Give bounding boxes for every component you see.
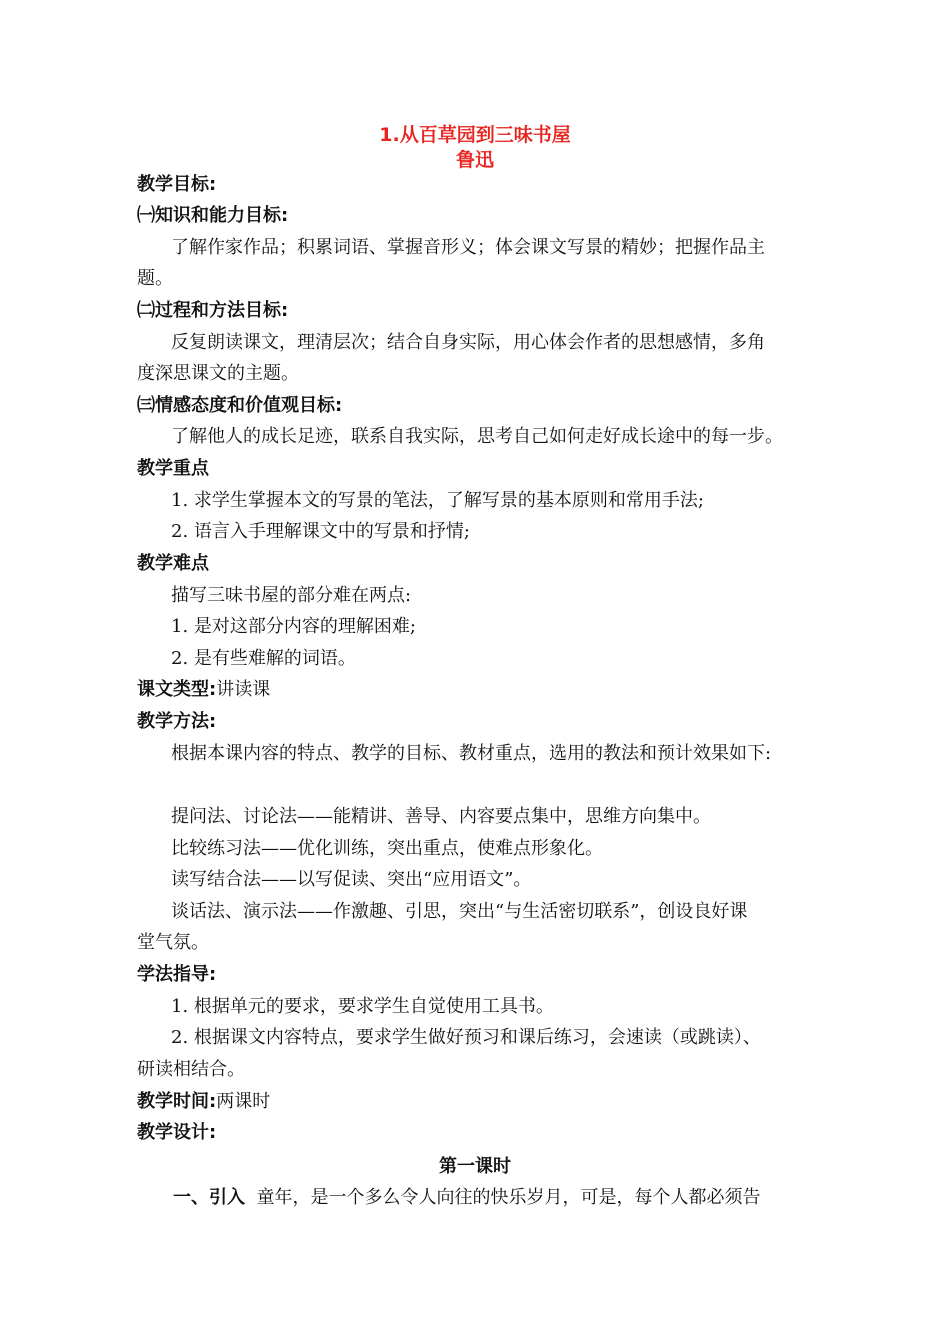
method-item: 提问法、讨论法——能精讲、善导、内容要点集中，思维方向集中。 <box>171 806 711 827</box>
goal1-text-line-1: 了解作家作品；积累词语、掌握音形义；体会课文写景的精妙；把握作品主 <box>171 237 765 258</box>
goal3-heading: ㈢情感态度和价值观目标: <box>137 395 343 416</box>
goal3-text: 了解他人的成长足迹，联系自我实际，思考自己如何走好成长途中的每一步。 <box>171 426 783 447</box>
difficult-item: 2. 是有些难解的词语。 <box>171 648 356 669</box>
method-tail: 堂气氛。 <box>137 932 209 953</box>
method-heading: 教学方法: <box>137 711 217 732</box>
key-item: 1. 求学生掌握本文的写景的笔法，了解写景的基本原则和常用手法; <box>171 490 704 511</box>
teaching-time-value: 两课时 <box>216 1091 271 1112</box>
study-heading: 学法指导: <box>137 964 217 985</box>
goal2-heading: ㈡过程和方法目标: <box>137 300 289 321</box>
goal1-text-line-2: 题。 <box>137 268 173 289</box>
intro-line <box>173 1186 760 1210</box>
method-item: 谈话法、演示法——作激趣、引思，突出“与生活密切联系”，创设良好课 <box>171 901 748 922</box>
period-heading: 第一课时 <box>439 1156 511 1177</box>
key-item: 2. 语言入手理解课文中的写景和抒情; <box>171 521 470 542</box>
goal1-heading: ㈠知识和能力目标: <box>137 205 289 226</box>
difficult-heading: 教学难点 <box>137 553 209 574</box>
intro-text: 童年，是一个多么令人向往的快乐岁月，可是，每个人都必须告 <box>256 1187 761 1208</box>
goal2-text-line-2: 度深思课文的主题。 <box>137 363 299 384</box>
method-item: 读写结合法——以写促读、突出“应用语文”。 <box>171 869 532 890</box>
document-title: 1.从百草园到三味书屋 <box>379 124 571 146</box>
study-item: 2. 根据课文内容特点，要求学生做好预习和课后练习，会速读（或跳读）、 <box>171 1027 761 1048</box>
lesson-type-label: 课文类型: <box>137 679 217 700</box>
difficult-item: 1. 是对这部分内容的理解困难; <box>171 616 416 637</box>
teaching-time-label: 教学时间: <box>137 1091 217 1112</box>
goals-heading: 教学目标: <box>137 174 217 195</box>
method-item: 比较练习法——优化训练，突出重点，使难点形象化。 <box>171 838 603 859</box>
study-item: 1. 根据单元的要求，要求学生自觉使用工具书。 <box>171 996 554 1017</box>
teaching-time <box>137 1090 270 1114</box>
document-author: 鲁迅 <box>455 149 494 171</box>
method-intro: 根据本课内容的特点、教学的目标、教材重点，选用的教法和预计效果如下: <box>171 743 772 764</box>
key-heading: 教学重点 <box>137 458 209 479</box>
intro-label: 一、引入 <box>173 1187 245 1208</box>
design-heading: 教学设计: <box>137 1122 217 1143</box>
difficult-intro: 描写三味书屋的部分难在两点: <box>171 585 412 606</box>
goal2-text-line-1: 反复朗读课文，理清层次；结合自身实际，用心体会作者的思想感情，多角 <box>171 332 765 353</box>
lesson-type-value: 讲读课 <box>216 679 271 700</box>
study-tail: 研读相结合。 <box>137 1059 245 1080</box>
lesson-type <box>137 678 270 702</box>
